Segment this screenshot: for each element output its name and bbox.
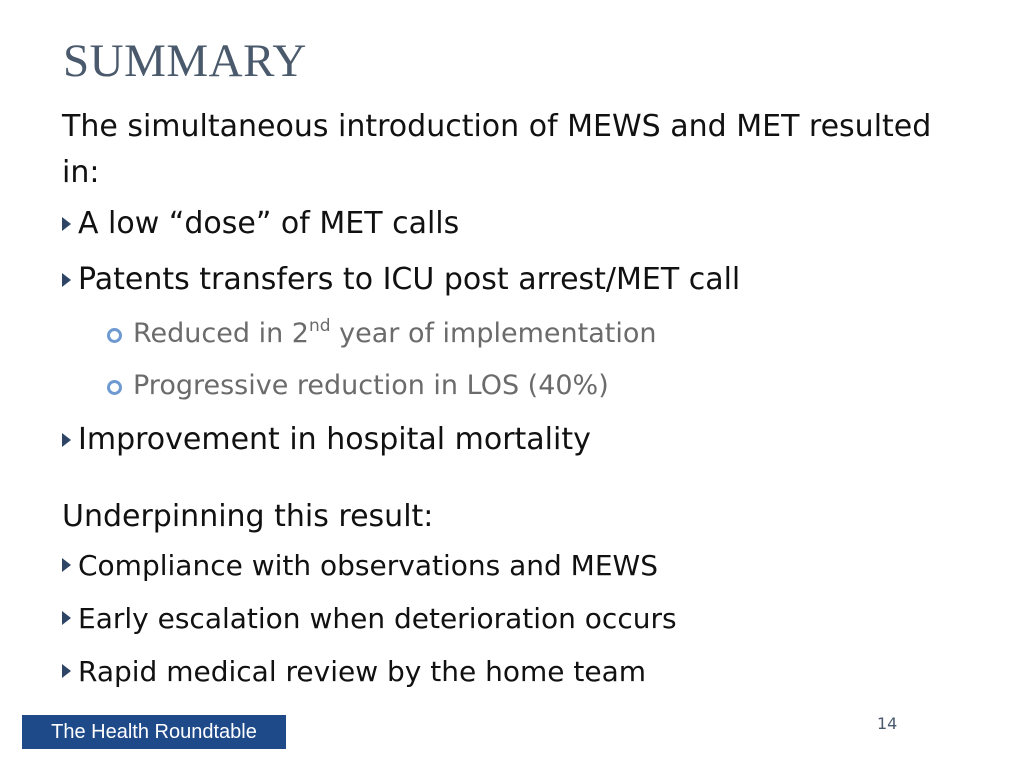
triangle-right-icon (62, 611, 71, 625)
bullet-item (62, 420, 942, 460)
triangle-right-icon (62, 664, 71, 678)
bullet-text: Rapid medical review by the home team (78, 655, 647, 688)
triangle-right-icon (62, 558, 71, 572)
sub-bullet-text-after: year of implementation (330, 318, 657, 349)
page-number: 14 (877, 714, 898, 733)
sub-bullet-text-before: Reduced in 2 (133, 318, 309, 349)
ring-icon (107, 328, 122, 343)
triangle-right-icon (62, 273, 71, 287)
slide-content (62, 104, 942, 705)
bullet-item (62, 204, 942, 244)
health-roundtable-logo: The Health Roundtable (22, 715, 286, 749)
intro-text: The simultaneous introduction of MEWS and MET resulted in: (62, 109, 932, 190)
ring-icon (107, 380, 122, 395)
bullet-text: Improvement in hospital mortality (78, 422, 591, 457)
sub-bullet-item (62, 368, 942, 404)
bullet-item (62, 652, 942, 692)
bullet-item (62, 260, 942, 300)
sub-bullet-text: Progressive reduction in LOS (40%) (133, 370, 609, 401)
underpinning-heading: Underpinning this result: (62, 499, 434, 534)
bullet-item (62, 546, 942, 586)
ordinal-suffix: nd (308, 316, 331, 336)
triangle-right-icon (62, 217, 71, 231)
bullet-text: Early escalation when deterioration occurs (78, 602, 677, 635)
sub-bullet-item (62, 316, 942, 352)
bullet-text: Compliance with observations and MEWS (78, 549, 658, 582)
bullet-text: A low “dose” of MET calls (78, 206, 460, 241)
triangle-right-icon (62, 433, 71, 447)
slide-title: SUMMARY (63, 35, 307, 87)
bullet-text: Patents transfers to ICU post arrest/MET call (78, 262, 741, 297)
bullet-item (62, 599, 942, 639)
